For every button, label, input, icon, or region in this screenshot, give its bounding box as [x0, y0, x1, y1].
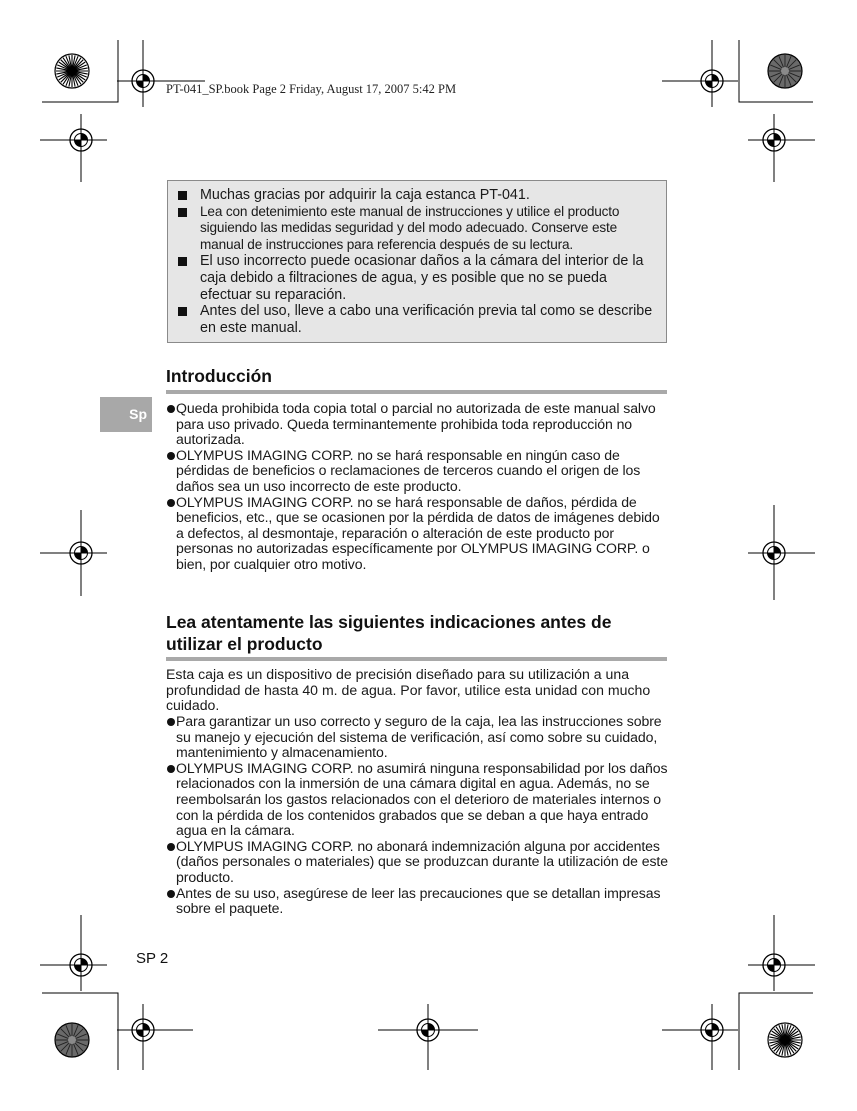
- intro-list: [166, 401, 669, 573]
- notice-box: [167, 180, 667, 343]
- bullet-dot-icon: [167, 718, 175, 726]
- language-tab: Sp: [100, 397, 152, 432]
- notice-text: Antes del uso, lleve a cabo una verificación previa tal como se describe en este manual.: [200, 303, 653, 336]
- bullet-dot-icon: [167, 890, 175, 898]
- notice-text: Muchas gracias por adquirir la caja estanca PT-041.: [200, 187, 530, 203]
- list-item: [166, 714, 669, 761]
- notice-text: El uso incorrecto puede ocasionar daños a la cámara del interior de la caja debido a filtraciones de agua, y es posible que no se pueda efectuar su reparación.: [200, 253, 644, 303]
- bullet-dot-icon: [167, 499, 175, 507]
- precautions-heading: Lea atentamente las siguientes indicaciones antes de utilizar el producto: [166, 612, 612, 654]
- precautions-intro: Esta caja es un dispositivo de precisión diseñado para su utilización a una profundidad de hasta 40 m. de agua. Por favor, utilice esta unidad con mucho cuidado.: [166, 666, 651, 714]
- print-file-info: PT-041_SP.book Page 2 Friday, August 17, 2007 5:42 PM: [166, 82, 457, 96]
- list-item-text: OLYMPUS IMAGING CORP. no se hará responsable en ningún caso de pérdidas de beneficios o reclamaciones de terceros cuando el origen de los daños sea un uso incorrecto de este producto.: [176, 446, 641, 494]
- list-item-text: OLYMPUS IMAGING CORP. no se hará responsable de daños, pérdida de beneficios, etc., que se ocasionen por la pérdida de datos de imágenes debido a defectos, al desmontaje, reparación o alteración de este producto por personas no autorizadas específicamente por OLYMPUS IMAGING CORP. o bien, por cualquier otro motivo.: [176, 493, 660, 572]
- bullet-dot-icon: [167, 452, 175, 460]
- bullet-dot-icon: [167, 843, 175, 851]
- notice-item: [176, 253, 658, 303]
- notice-item: [176, 187, 658, 204]
- page-number: SP 2: [136, 950, 169, 967]
- list-item: [166, 761, 669, 839]
- bullet-dot-icon: [167, 765, 175, 773]
- list-item-text: OLYMPUS IMAGING CORP. no abonará indemnización alguna por accidentes (daños personales o materiales) que se produzcan durante la utilización de este producto.: [176, 837, 668, 885]
- square-bullet-icon: [178, 191, 187, 200]
- notice-text: Lea con detenimiento este manual de instrucciones y utilice el producto siguiendo las medidas seguridad y del modo adecuado. Conserve este manual de instrucciones para referencia después de su lectura.: [200, 203, 620, 252]
- list-item-text: Queda prohibida toda copia total o parcial no autorizada de este manual salvo para uso privado. Queda terminantemente prohibida toda reproducción no autorizada.: [176, 400, 656, 448]
- notice-item: [176, 303, 658, 336]
- square-bullet-icon: [178, 307, 187, 316]
- list-item: [166, 495, 669, 573]
- list-item: [166, 886, 669, 917]
- precautions-list: [166, 714, 669, 917]
- intro-heading: Introducción: [166, 366, 272, 386]
- square-bullet-icon: [178, 208, 187, 217]
- list-item-text: Antes de su uso, asegúrese de leer las precauciones que se detallan impresas sobre el paquete.: [176, 884, 661, 917]
- list-item: [166, 401, 669, 448]
- square-bullet-icon: [178, 257, 187, 266]
- precautions-heading-rule: [166, 657, 667, 661]
- intro-heading-rule: [166, 390, 667, 394]
- notice-item: [176, 204, 658, 254]
- bullet-dot-icon: [167, 405, 175, 413]
- list-item: [166, 448, 669, 495]
- list-item: [166, 839, 669, 886]
- list-item-text: Para garantizar un uso correcto y seguro de la caja, lea las instrucciones sobre su manejo y ejecución del sistema de verificación, así como sobre su cuidado, mantenimiento y almacenamiento.: [176, 713, 662, 761]
- list-item-text: OLYMPUS IMAGING CORP. no asumirá ninguna responsabilidad por los daños relacionados con la inmersión de una cámara digital en agua. Además, no se reembolsarán los gastos relacionados con el deterioro de materiales internos o con la pérdida de los contenidos grabados que se deban a que haya entrado agua en la cámara.: [176, 759, 668, 839]
